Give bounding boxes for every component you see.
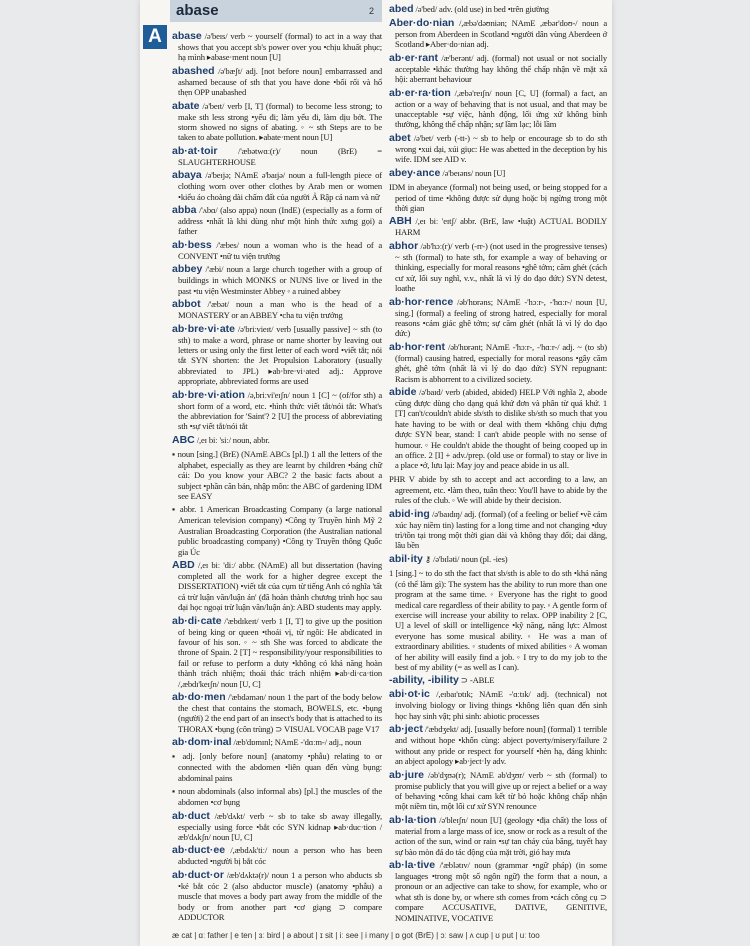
dictionary-entry: [389, 341, 607, 384]
dictionary-entry: [172, 169, 382, 202]
entry-headword: ab·jure: [389, 768, 425, 781]
entry-headword: abbey: [172, 263, 203, 276]
entry-definition: /,æbə'reɪʃn/ noun [C, U] (formal) a fact, an action or a way of behaving that is not usual, and that may be unacceptable •sự việc, hành động, lối ứng xử không bình thường, không thể chấp nhận; sự lầm lạc; lỗi lầm: [395, 87, 607, 130]
entry-definition: /æ'berənt/ adj. (formal) not usual or not socially acceptable •khác thường hay không thể chấp nhận về mặt xã hội: aberrant behaviour: [395, 52, 607, 85]
entry-definition: /ə'beɪjə; NAmE ə'baɪjə/ noun a full-length piece of clothing worn over other clothes by Arab men or women •kiểu áo choàng dài chấm đất của người Ả Rập cả nam và nữ: [178, 170, 382, 202]
entry-definition: /'æbi/ noun a large church together with a group of buildings in which MONKS or NUNS live or lived in the past •tu viện Westminster Abbey ◦ a ruined abbey: [178, 264, 382, 296]
dictionary-entry: [389, 181, 607, 214]
entry-headword: ab·at·toir: [172, 144, 218, 157]
entry-headword: abi·ot·ic: [389, 688, 430, 701]
dictionary-entry: [172, 869, 382, 923]
page-number: 2: [368, 6, 374, 16]
entry-definition: /ə'briːvieɪt/ verb [usually passive] ~ sth (to sth) to make a word, phrase or name shorter by leaving out letters or using only the first letter of each word •viết tắt; nói tắt SYN shorten: the Jet Propulsion Laboratory (usually abbreviated to JPL) ▸ab·bre·vi·ated adj.: Approve appropriate, abbreviated forms are used: [178, 323, 382, 387]
dictionary-entry: [389, 132, 607, 165]
entry-definition: ▪ adj. [only before noun] (anatomy •phẫu) relating to or connected with the abdomen •liên quan đến vùng bụng: abdominal pains: [172, 751, 382, 783]
entry-headword: abate: [172, 99, 200, 112]
entry-definition: /ə'baɪd/ verb (abided, abided) HELP Với nghĩa 2, abode cũng được dùng cho dạng quá khứ đơn và phân từ quá khứ. 1 [T] can't/couldn't abide sb/sth to dislike sb/sth so much that you hate having to be with or deal with them •không chịu đựng được SYN bear, stand: I can't abide people with no sense of humour. ◦ He couldn't abide the thought of being cooped up in an office. 2 [I] + adv./prep. (old use or formal) to stay or live in a place •ở, lưu lại: May joy and peace abide in us all.: [395, 386, 607, 471]
entry-definition: /,eɪ biː 'siː/ noun, abbr.: [194, 434, 270, 445]
dictionary-entry: [389, 508, 607, 551]
dictionary-entry: [172, 323, 382, 387]
entry-definition: ▪ noun abdominals (also informal abs) [pl.] the muscles of the abdomen •cơ bụng: [172, 786, 382, 808]
pronunciation-key: æ cat | ɑː father | e ten | ɜː bird | ə about | ɪ sit | iː see | i many | ɒ got (BrE) | ɔː saw | ʌ cup | ʊ put | uː too: [172, 930, 540, 940]
entry-headword: abbot: [172, 298, 201, 311]
entry-headword: abba: [172, 204, 197, 217]
entry-headword: abid·ing: [389, 507, 430, 520]
entry-definition: /æb'dʌktə(r)/ noun 1 a person who abducts sb •kẻ bắt cóc 2 (also abductor muscle) (anatomy •phẫu) a muscle that moves a body part away from the middle of the body or from another part •cơ giạng ⊃ compare ADDUCTOR: [178, 869, 382, 922]
entry-definition: ▪ abbr. 1 American Broadcasting Company (a large national American television company) •Công ty Truyền hình Mỹ 2 Australian Broadcasting Corporation (the Australian national public broadcasting company) •Công ty Truyền thông Quốc gia Úc: [172, 504, 382, 557]
entry-definition: /'ʌbɑ/ (also appa) noun (IndE) (especially as a form of address •nhất là khi dùng như một hình thức xưng gọi) a father: [178, 205, 382, 237]
entry-definition: /æb'dʌkt/ verb ~ sb to take sb away illegally, especially using force •bắt cóc SYN kidnap ▸ab·duc·tion /æb'dʌkʃn/ noun [U, C]: [178, 810, 382, 842]
entry-headword: abase: [172, 30, 202, 42]
dictionary-entry: [172, 448, 382, 502]
dictionary-page: [140, 0, 612, 946]
entry-definition: /ə'beɪəns/ noun [U]: [440, 167, 506, 178]
dictionary-entry: [172, 691, 382, 734]
entry-definition: /ə'bæʃt/ adj. [not before noun] embarrassed and ashamed because of sth that you have done •bối rối và hổ thẹn OPP unabashed: [178, 65, 382, 98]
entry-headword: ab·duct·ee: [172, 844, 226, 857]
entry-headword: abhor: [389, 239, 419, 252]
entry-headword: abide: [389, 385, 417, 398]
entry-headword: ab·la·tive: [389, 858, 436, 871]
entry-headword: ab·di·cate: [172, 614, 222, 627]
dictionary-entry: [389, 859, 607, 923]
entry-headword: abashed: [172, 64, 215, 77]
entry-definition: /'æbət/ noun a man who is the head of a MONASTERY or an ABBEY •cha tu viện trưởng: [178, 299, 382, 321]
entry-definition: /ə'beɪt/ verb [I, T] (formal) to become less strong; to make sth less strong •yếu đi; làm yếu đi, làm dịu bớt. The storm showed no signs of abating. ◦ ~ sth Steps are to be taken to abate pollution. ▸abate·ment noun [U]: [178, 100, 382, 143]
dictionary-entry: [172, 65, 382, 98]
entry-definition: /,eɪbaɪ'ɒtɪk; NAmE -'ɑːtɪk/ adj. (technical) not involving biology or living things •không liên quan đến sinh học hay sinh vật; phi sinh: abiotic processes: [395, 689, 607, 721]
dictionary-entry: [389, 674, 607, 686]
entry-definition: IDM in abeyance (formal) not being used, or being stopped for a period of time •không được sử dụng hoặc bị ngừng trong một thời gian: [389, 181, 607, 214]
dictionary-entry: [389, 215, 607, 237]
entry-headword: ab·er·ra·tion: [389, 86, 451, 99]
entry-definition: /'æbdəmən/ noun 1 the part of the body below the chest that contains the stomach, BOWELS, etc. •bụng (người) 2 the end part of an insect's body that is attached to its THORAX •bụng (côn trùng) ⊃ VISUAL VOCAB page V17: [178, 692, 382, 734]
entry-definition: /ə'beɪs/ verb ~ yourself (formal) to act in a way that shows that you accept sb's power over you •chịu khuất phục; hạ mình ▸abase·ment noun [U]: [178, 31, 382, 63]
entry-definition: /æb'dɒmɪnl; NAmE -'dɑːm-/ adj., noun: [231, 737, 362, 748]
entry-definition: /ə'bed/ adv. (old use) in bed •trên giường: [413, 4, 549, 14]
header-headword: abase: [176, 2, 219, 19]
entry-definition: /ə,briːvi'eɪʃn/ noun 1 [C] ~ (of/for sth) a short form of a word, etc. •hình thức viết tắt/nói tắt: What's the abbreviation for 'Saint'? 2 [U] the process of abbreviating sth •sự viết tắt/nói tắt: [178, 389, 382, 432]
dictionary-entry: [172, 785, 382, 807]
dictionary-entry: [172, 204, 382, 237]
entry-definition: ⊃ -ABLE: [458, 675, 495, 686]
entry-definition: /əb'hɒrəns; NAmE -'hɔːr-, -'hɑːr-/ noun [U, sing.] (formal) a feeling of strong hatred, especially for moral reasons •cảm giác ghê tởm; sự căm ghét (nhất là vì lý do đạo đức): [395, 296, 607, 339]
entry-definition: /əb'hɔː(r)/ verb (-rr-) (not used in the progressive tenses) ~ sth (formal) to hate sth, for example a way of behaving or thinking, especially for moral reasons •ghê tởm; căm ghét (cách cư xử, lối suy nghĩ, v.v., nhất là vì lý do đạo đức) SYN detest, loathe: [395, 240, 607, 294]
running-header: [170, 0, 382, 22]
dictionary-entry: [389, 723, 607, 766]
letter-tab: A: [143, 25, 167, 49]
dictionary-entry: [389, 769, 607, 812]
entry-headword: abet: [389, 131, 411, 144]
entry-headword: ab·bre·vi·ation: [172, 388, 245, 401]
dictionary-entry: [172, 389, 382, 432]
entry-definition: /'æbətwɑː(r)/ noun (BrE) = SLAUGHTERHOUSE: [178, 145, 382, 167]
dictionary-entry: [172, 263, 382, 296]
entry-headword: ab·dom·inal: [172, 736, 232, 749]
entry-headword: abaya: [172, 169, 202, 182]
entry-headword: ab·bess: [172, 238, 212, 251]
entry-headword: ab·do·men: [172, 691, 226, 704]
dictionary-entry: [389, 240, 607, 294]
entry-definition: /əb'hɒrənt; NAmE -'hɔːr-, -'hɑːr-/ adj. ~ (to sb) (formal) causing hatred, especially for moral reasons •gây căm ghét, ghê tởm (nhất là vì lý do đạo đức) SYN repugnant: Racism is abhorrent to a civilized society.: [395, 341, 607, 384]
dictionary-entry: [172, 239, 382, 261]
dictionary-entry: [389, 473, 607, 506]
entry-definition: 1 [sing.] ~ to do sth the fact that sb/sth is able to do sth •khả năng (có thể làm gì): The system has the ability to run more than one program at the same time. ◦ Everyone has the right to good medical care regardless of their ability to pay. ◦ A gentle form of exercise will increase your ability to relax. OPP inability 2 [C, U] a level of skill or intelligence •kỹ năng, năng lực: Almost everyone has some musical ability. ◦ He was a man of extraordinary abilities. ◦ students of mixed abilities ◦ A woman of her ability will easily find a job. ◦ I try to do my job to the best of my ability (= as well as I can).: [389, 567, 607, 673]
dictionary-entry: [389, 52, 607, 85]
dictionary-entry: [172, 559, 382, 613]
entry-headword: ab·er·rant: [389, 51, 439, 64]
entry-definition: PHR V abide by sth to accept and act according to a law, an agreement, etc. •làm theo, tuân theo: You'll have to abide by the rules of the club. ◦ We will abide by their decision.: [389, 473, 607, 506]
dictionary-entry: [389, 17, 607, 50]
dictionary-entry: [389, 296, 607, 339]
right-column: [389, 3, 607, 925]
entry-headword: -ability, -ibility: [389, 674, 459, 687]
dictionary-entry: [172, 810, 382, 843]
entry-definition: /,eɪ biː 'diː/ abbr. (NAmE) all but dissertation (having completed all the work for a higher degree except the DISSERTATION) •viết tắt của cụm từ tiếng Anh có nghĩa 'tất cả trừ luận văn/luận án' (đã hoàn thành chương trình học sau đại học ngoại trừ luận văn/luận án): ABD students may apply.: [178, 560, 382, 613]
dictionary-entry: [172, 615, 382, 689]
entry-definition: ⚷ /ə'bɪləti/ noun (pl. -ies): [422, 553, 508, 564]
dictionary-entry: [389, 167, 607, 179]
columns: [140, 0, 612, 925]
entry-definition: /'æblətɪv/ noun (grammar •ngữ pháp) (in some languages •trong một số ngôn ngữ) the form that a noun, a pronoun or an adjective can take to show, for example, who or what sth is done by, or where sth comes from •cách công cụ ⊃ compare ACCUSATIVE, DATIVE, GENITIVE, NOMINATIVE, VOCATIVE: [395, 859, 607, 923]
entry-definition: /ə'bleɪʃn/ noun [U] (geology •địa chất) the loss of material from a large mass of ice, snow or rock as a result of the action of the sun, wind or rain •sự tan chảy của băng, tuyết hay sự bào mòn đá do tác động của mặt trời, gió hay mưa: [395, 814, 607, 857]
entry-definition: /,æbdʌk'tiː/ noun a person who has been abducted •người bị bắt cóc: [178, 845, 382, 867]
dictionary-entry: [172, 30, 382, 63]
entry-definition: /ə'bet/ verb (-tt-) ~ sb to help or encourage sb to do sth wrong •xui dại, xúi giục: He was abetted in the deception by his wife. IDM see AID v.: [395, 132, 607, 165]
entry-headword: ABC: [172, 433, 195, 446]
dictionary-entry: [172, 145, 382, 167]
entry-definition: /,eɪ biː 'eɪtʃ/ abbr. (BrE, law •luật) ACTUAL BODILY HARM: [395, 216, 607, 238]
dictionary-entry: [389, 553, 607, 565]
entry-headword: ABH: [389, 215, 412, 228]
dictionary-entry: [389, 3, 607, 15]
left-column: [172, 30, 382, 925]
dictionary-entry: [389, 814, 607, 857]
entry-headword: ab·duct: [172, 809, 210, 822]
dictionary-entry: [172, 750, 382, 783]
dictionary-entry: [172, 844, 382, 866]
entry-headword: ab·ject: [389, 723, 423, 736]
entry-headword: abil·ity: [389, 552, 423, 565]
dictionary-entry: [389, 567, 607, 673]
dictionary-entry: [389, 688, 607, 721]
dictionary-entry: [172, 298, 382, 320]
dictionary-entry: [172, 503, 382, 557]
entry-headword: ab·hor·rent: [389, 340, 445, 353]
dictionary-entry: [172, 100, 382, 143]
entry-definition: /ə'baɪdɪŋ/ adj. (formal) (of a feeling or belief •về cảm xúc hay niềm tin) lasting for a long time and not changing •duy trì/tồn tại trong một thời gian dài và không thay đổi; dai dẳng, lâu bền: [395, 508, 607, 551]
entry-headword: ab·hor·rence: [389, 295, 454, 308]
entry-definition: /'æbdɪkeɪt/ verb 1 [I, T] to give up the position of being king or queen •thoái vị, từ ngôi: He abdicated in favour of his son. ◦ ~ sth She was forced to abdicate the throne of Spain. 2 [T] ~ responsibility/your responsibilities to fail or refuse to perform a duty •không có khả năng hoàn thành trách nhiệm; thoái thác trách nhiệm ▸ab·di·ca·tion /,æbdɪ'keɪʃn/ noun [U, C]: [178, 615, 382, 689]
entry-definition: /,æbə'dəʊniən; NAmE ,æbər'doʊ-/ noun a person from Aberdeen in Scotland •người dân vùng Aberdeen ở Scotland ▸Aber·do·nian adj.: [395, 18, 607, 50]
dictionary-entry: [172, 434, 382, 446]
entry-definition: /'æbdʒekt/ adj. [usually before noun] (formal) 1 terrible and without hope •khốn cùng: abject poverty/misery/failure 2 without any pride or respect for yourself •hèn hạ, đáng khinh: an abject apology ▸ab·ject·ly adv.: [395, 724, 607, 767]
entry-headword: ABD: [172, 559, 195, 571]
dictionary-entry: [172, 736, 382, 748]
entry-definition: /əb'dʒʊə(r); NAmE əb'dʒʊr/ verb ~ sth (formal) to promise publicly that you will give up or reject a belief or a way of behaving •công khai cam kết từ bỏ hoặc không chấp nhận một niềm tin, một lối cư xử SYN renounce: [395, 769, 607, 812]
dictionary-entry: [389, 87, 607, 130]
dictionary-entry: [389, 386, 607, 471]
entry-headword: ab·duct·or: [172, 868, 224, 881]
entry-headword: Aber·do·nian: [389, 17, 455, 29]
entry-headword: abey·ance: [389, 166, 441, 179]
entry-headword: ab·la·tion: [389, 813, 437, 826]
entry-headword: ab·bre·vi·ate: [172, 322, 236, 335]
entry-definition: /'æbes/ noun a woman who is the head of a CONVENT •nữ tu viện trưởng: [178, 239, 382, 261]
entry-definition: ▪ noun [sing.] (BrE) (NAmE ABCs [pl.]) 1 all the letters of the alphabet, especially as they are learnt by children •bảng chữ cái: Do you know your ABC? 2 the basic facts about a subject •phần căn bản, nhập môn: the ABC of gardening IDM see EASY: [172, 448, 382, 501]
entry-headword: abed: [389, 3, 414, 15]
